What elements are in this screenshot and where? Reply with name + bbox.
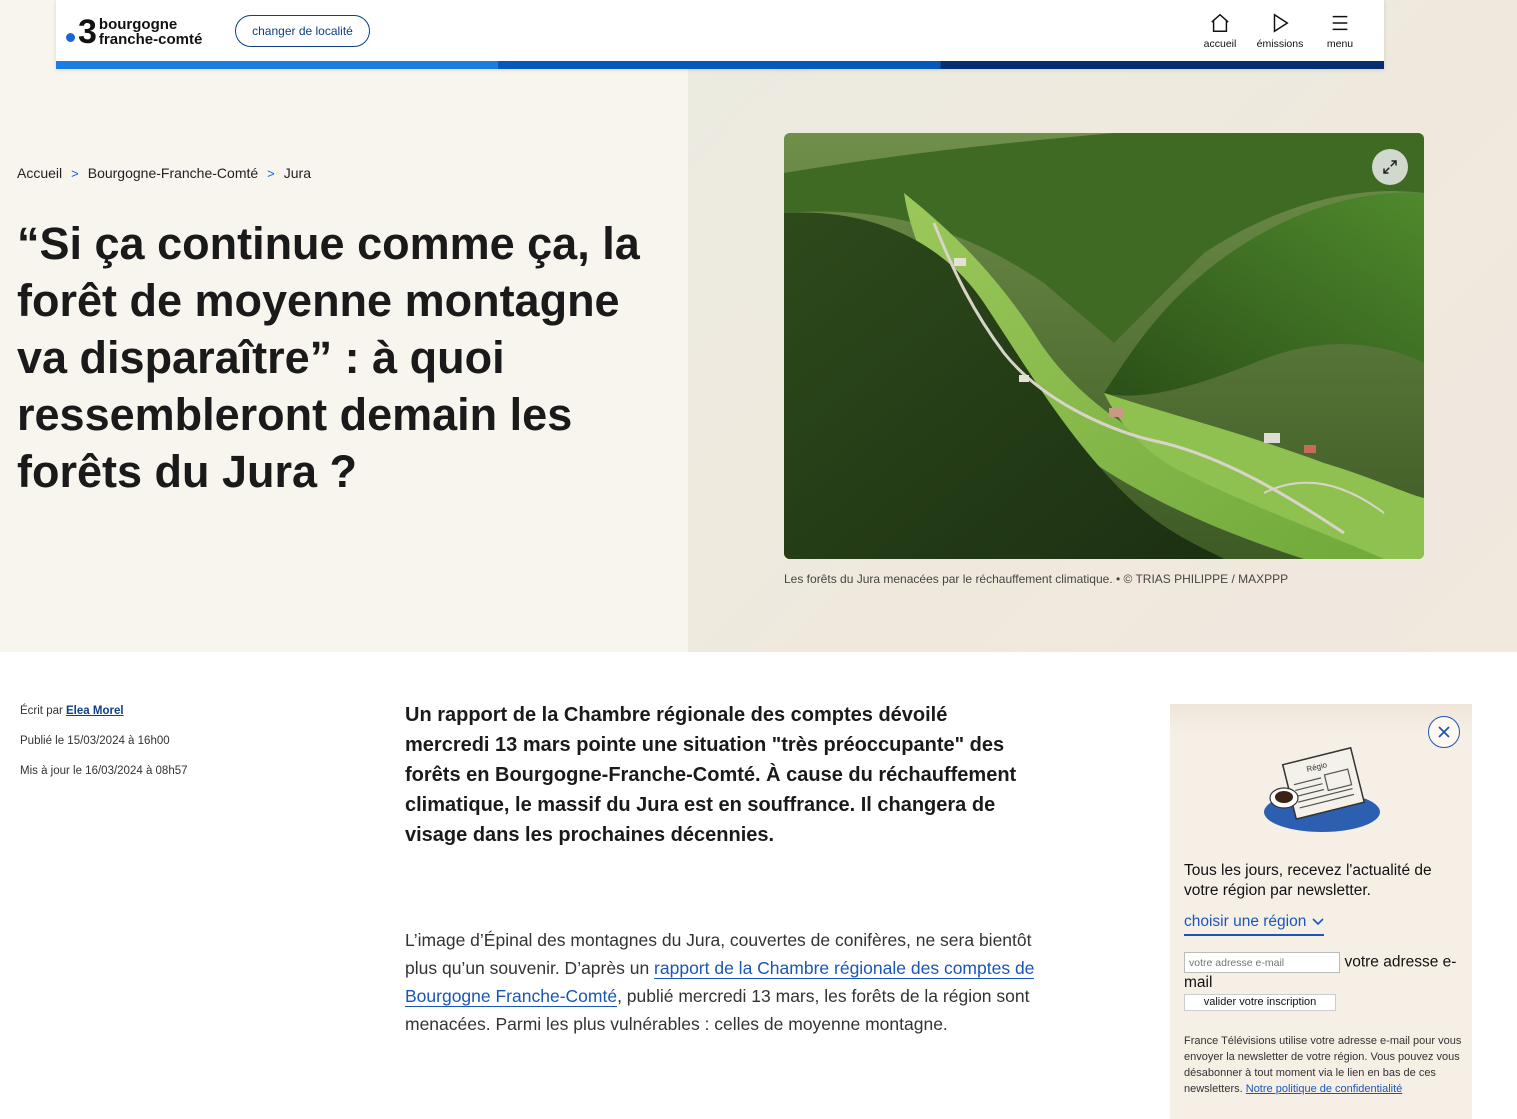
breadcrumb-item-accueil[interactable]: Accueil — [17, 165, 63, 181]
expand-image-button[interactable] — [1372, 149, 1408, 185]
breadcrumb — [17, 165, 311, 181]
logo-line-2: franche-comté — [98, 31, 203, 48]
logo-line-1: bourgogne — [98, 16, 178, 33]
email-field[interactable] — [1184, 952, 1340, 973]
newspaper-coffee-illustration — [1252, 740, 1382, 840]
updated-date: Mis à jour le 16/03/2024 à 08h57 — [20, 765, 188, 777]
region-select[interactable] — [1184, 913, 1324, 936]
legal-text: France Télévisions utilise votre adresse e-mail pour vous envoyer la newsletter de votre région. Vous pouvez vous désabonner à tout moment via le lien en bas de ces newsletters. — [1184, 1035, 1462, 1095]
nav-label-accueil: accueil — [1203, 38, 1237, 50]
nav-item-accueil[interactable] — [1190, 12, 1250, 50]
logo-number: 3 — [78, 13, 96, 51]
header-color-bar — [56, 61, 1384, 69]
chevron-down-icon — [1312, 918, 1324, 926]
subscribe-button[interactable]: valider votre inscription — [1184, 994, 1336, 1011]
email-label: votre adresse e-mail — [1184, 953, 1457, 991]
menu-icon — [1329, 12, 1351, 34]
article-photo — [784, 133, 1424, 559]
article-body-paragraph — [405, 926, 1045, 1038]
body-text-before: L’image d’Épinal des montagnes du Jura, couvertes de conifères, ne sera bientôt plus qu’un souvenir. D’après un — [405, 930, 1032, 978]
newsletter-close-button[interactable] — [1428, 716, 1460, 748]
valley-landscape-image — [784, 133, 1424, 559]
breadcrumb-separator: > — [267, 165, 275, 181]
logo-text — [99, 17, 202, 47]
nav-item-menu[interactable] — [1310, 12, 1370, 50]
photo-caption: Les forêts du Jura menacées par le réchauffement climatique. • © TRIAS PHILIPPE / MAXPPP — [784, 572, 1289, 586]
article-meta — [20, 705, 188, 795]
report-link[interactable]: rapport de la Chambre régionale des comptes de Bourgogne Franche-Comté — [405, 958, 1035, 1006]
author-line — [20, 705, 188, 717]
header-nav — [1190, 12, 1370, 50]
article-lede: Un rapport de la Chambre régionale des comptes dévoilé mercredi 13 mars pointe une situation "très préoccupante" des forêts en Bourgogne-Franche-Comté. À cause du réchauffement climatique, le massif du Jura est en souffrance. Il changera de visage dans les prochaines décennies. — [405, 704, 1017, 846]
nav-item-emissions[interactable] — [1250, 12, 1310, 50]
article-title: “Si ça continue comme ça, la forêt de moyenne montagne va disparaître” : à quoi ressembleront demain les forêts du Jura ? — [17, 218, 640, 497]
change-locality-button[interactable]: changer de localité — [235, 15, 370, 47]
written-by-label: Écrit par — [20, 705, 67, 717]
newsletter-panel — [1170, 704, 1472, 1119]
newsletter-form — [1184, 952, 1464, 1011]
author-link[interactable]: Elea Morel — [66, 705, 124, 717]
region-select-label: choisir une région — [1184, 913, 1307, 930]
logo-dot — [66, 33, 75, 42]
body-text-after: , publié mercredi 13 mars, les forêts de la région sont menacées. Parmi les plus vulnérables : celles de moyenne montagne. — [405, 986, 1030, 1034]
expand-icon — [1381, 158, 1399, 176]
home-icon — [1209, 12, 1231, 34]
newsletter-description: Tous les jours, recevez l'actualité de votre région par newsletter. — [1184, 862, 1432, 899]
privacy-policy-link[interactable]: Notre politique de confidentialité — [1245, 1083, 1403, 1095]
play-icon — [1269, 12, 1291, 34]
nav-label-emissions: émissions — [1256, 38, 1304, 50]
illustration-newspaper-title: Régio — [1305, 760, 1328, 774]
breadcrumb-item-region[interactable]: Bourgogne-Franche-Comté — [87, 165, 259, 181]
breadcrumb-separator: > — [71, 165, 79, 181]
site-header — [56, 0, 1384, 69]
nav-label-menu: menu — [1326, 38, 1354, 50]
published-date: Publié le 15/03/2024 à 16h00 — [20, 735, 170, 747]
breadcrumb-item-jura[interactable]: Jura — [283, 165, 311, 181]
site-logo[interactable] — [66, 14, 226, 50]
newsletter-legal-text — [1184, 1033, 1464, 1097]
close-icon — [1437, 725, 1451, 739]
